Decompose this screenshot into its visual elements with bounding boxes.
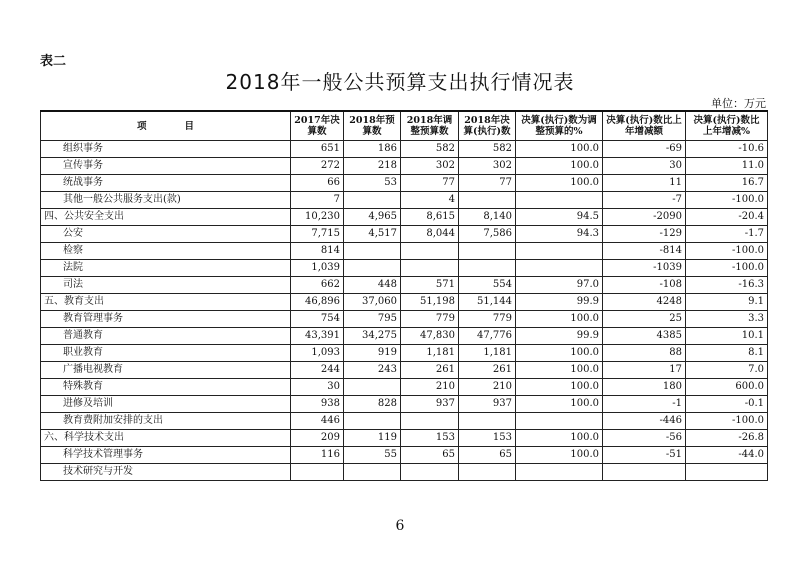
value-cell: 600.0 [686,379,768,396]
table-header-row [41,111,768,141]
value-cell: -69 [603,141,686,158]
value-cell: 100.0 [516,362,603,379]
value-cell: 51,198 [401,294,459,311]
value-cell [401,464,459,481]
value-cell: 937 [459,396,516,413]
value-cell: 88 [603,345,686,362]
expenditure-table [40,110,768,481]
item-name-cell: 法院 [41,260,291,277]
table-row [41,260,768,277]
value-cell [401,260,459,277]
value-cell: -0.1 [686,396,768,413]
value-cell: 94.5 [516,209,603,226]
value-cell: 261 [459,362,516,379]
value-cell [401,243,459,260]
value-cell: 779 [459,311,516,328]
value-cell: -16.3 [686,277,768,294]
value-cell: 662 [291,277,344,294]
table-row [41,209,768,226]
table-row [41,158,768,175]
value-cell: 55 [344,447,401,464]
item-name-cell: 职业教育 [41,345,291,362]
value-cell: -2090 [603,209,686,226]
value-cell [459,413,516,430]
value-cell [344,243,401,260]
value-cell: 779 [401,311,459,328]
value-cell [459,464,516,481]
value-cell: 1,093 [291,345,344,362]
table-row [41,396,768,413]
value-cell [401,413,459,430]
value-cell: 99.9 [516,328,603,345]
value-cell: 153 [459,430,516,447]
item-name-cell: 四、公共安全支出 [41,209,291,226]
value-cell: -814 [603,243,686,260]
value-cell: 30 [291,379,344,396]
value-cell: 1,039 [291,260,344,277]
value-cell [459,260,516,277]
value-cell: 46,896 [291,294,344,311]
table-row [41,464,768,481]
value-cell: 243 [344,362,401,379]
value-cell: 218 [344,158,401,175]
column-header: 2018年调整预算数 [401,111,459,141]
value-cell: 10.1 [686,328,768,345]
table-body [41,141,768,481]
value-cell: -129 [603,226,686,243]
value-cell: 272 [291,158,344,175]
value-cell: 244 [291,362,344,379]
value-cell: 754 [291,311,344,328]
value-cell: -7 [603,192,686,209]
table-row [41,277,768,294]
value-cell: -1 [603,396,686,413]
table-row [41,311,768,328]
item-name-cell: 宣传事务 [41,158,291,175]
value-cell: 100.0 [516,175,603,192]
item-name-cell: 公安 [41,226,291,243]
value-cell: 100.0 [516,447,603,464]
value-cell: 47,776 [459,328,516,345]
column-header: 决算(执行)数比上年增减额 [603,111,686,141]
value-cell: 94.3 [516,226,603,243]
item-name-cell: 组织事务 [41,141,291,158]
value-cell: 582 [401,141,459,158]
item-name-cell: 普通教育 [41,328,291,345]
value-cell: 938 [291,396,344,413]
value-cell: 77 [401,175,459,192]
value-cell: 47,830 [401,328,459,345]
value-cell: -100.0 [686,413,768,430]
value-cell: 582 [459,141,516,158]
value-cell: 10,230 [291,209,344,226]
value-cell: 180 [603,379,686,396]
value-cell: -100.0 [686,260,768,277]
value-cell: 814 [291,243,344,260]
value-cell: 3.3 [686,311,768,328]
value-cell: 571 [401,277,459,294]
value-cell: 43,391 [291,328,344,345]
item-name-cell: 检察 [41,243,291,260]
value-cell: 8.1 [686,345,768,362]
value-cell: 37,060 [344,294,401,311]
table-row [41,345,768,362]
column-header: 决算(执行)数比上年增减% [686,111,768,141]
value-cell: -10.6 [686,141,768,158]
table-label: 表二 [40,54,67,69]
value-cell: 302 [401,158,459,175]
item-name-cell: 特殊教育 [41,379,291,396]
value-cell [344,413,401,430]
item-name-cell: 司法 [41,277,291,294]
table-row [41,328,768,345]
value-cell: 7,715 [291,226,344,243]
value-cell: -56 [603,430,686,447]
item-name-cell: 技术研究与开发 [41,464,291,481]
value-cell: 77 [459,175,516,192]
value-cell: 34,275 [344,328,401,345]
value-cell: 9.1 [686,294,768,311]
table-row [41,362,768,379]
value-cell: -100.0 [686,243,768,260]
value-cell: 554 [459,277,516,294]
table-row [41,413,768,430]
value-cell: -1039 [603,260,686,277]
item-name-cell: 进修及培训 [41,396,291,413]
value-cell: 53 [344,175,401,192]
value-cell: 116 [291,447,344,464]
value-cell: 16.7 [686,175,768,192]
value-cell: -1.7 [686,226,768,243]
value-cell: 100.0 [516,141,603,158]
value-cell: 97.0 [516,277,603,294]
table-row [41,243,768,260]
value-cell: -51 [603,447,686,464]
value-cell: 651 [291,141,344,158]
value-cell: 8,615 [401,209,459,226]
value-cell [459,192,516,209]
value-cell: 261 [401,362,459,379]
value-cell: 4,517 [344,226,401,243]
value-cell [344,192,401,209]
value-cell [344,260,401,277]
item-name-cell: 教育费附加安排的支出 [41,413,291,430]
value-cell [291,464,344,481]
value-cell: 100.0 [516,345,603,362]
value-cell: -44.0 [686,447,768,464]
item-name-cell: 其他一般公共服务支出(款) [41,192,291,209]
column-header: 2017年决算数 [291,111,344,141]
value-cell: 919 [344,345,401,362]
value-cell [344,464,401,481]
value-cell: 4385 [603,328,686,345]
table-row [41,141,768,158]
value-cell: 30 [603,158,686,175]
page-number: 6 [395,518,405,534]
value-cell: 1,181 [401,345,459,362]
value-cell: 7,586 [459,226,516,243]
value-cell: 25 [603,311,686,328]
value-cell: 937 [401,396,459,413]
value-cell [344,379,401,396]
value-cell: 51,144 [459,294,516,311]
value-cell: -26.8 [686,430,768,447]
value-cell: 99.9 [516,294,603,311]
value-cell: 66 [291,175,344,192]
value-cell [516,413,603,430]
value-cell: 302 [459,158,516,175]
column-header: 2018年预算数 [344,111,401,141]
value-cell [516,243,603,260]
value-cell: 795 [344,311,401,328]
value-cell: 100.0 [516,396,603,413]
column-header: 2018年决算(执行)数 [459,111,516,141]
value-cell: 828 [344,396,401,413]
value-cell: -20.4 [686,209,768,226]
value-cell: 210 [401,379,459,396]
value-cell: -100.0 [686,192,768,209]
table-row [41,294,768,311]
value-cell: 186 [344,141,401,158]
item-name-cell: 五、教育支出 [41,294,291,311]
value-cell: 65 [459,447,516,464]
value-cell [603,464,686,481]
value-cell: 11.0 [686,158,768,175]
value-cell: 119 [344,430,401,447]
table-row [41,379,768,396]
value-cell: -446 [603,413,686,430]
table-row [41,192,768,209]
value-cell: 4 [401,192,459,209]
value-cell [516,464,603,481]
value-cell: 100.0 [516,158,603,175]
column-header: 决算(执行)数为调整预算的% [516,111,603,141]
item-name-cell: 教育管理事务 [41,311,291,328]
value-cell: 8,044 [401,226,459,243]
value-cell: -108 [603,277,686,294]
value-cell: 4,965 [344,209,401,226]
table-row [41,226,768,243]
value-cell: 65 [401,447,459,464]
value-cell [459,243,516,260]
item-name-cell: 统战事务 [41,175,291,192]
value-cell: 448 [344,277,401,294]
page-title: 2018年一般公共预算支出执行情况表 [225,70,575,94]
value-cell: 446 [291,413,344,430]
value-cell: 1,181 [459,345,516,362]
table-row [41,175,768,192]
value-cell: 11 [603,175,686,192]
value-cell [516,192,603,209]
value-cell: 209 [291,430,344,447]
value-cell: 100.0 [516,379,603,396]
value-cell: 4248 [603,294,686,311]
value-cell: 153 [401,430,459,447]
item-name-cell: 科学技术管理事务 [41,447,291,464]
table-row [41,430,768,447]
item-name-cell: 六、科学技术支出 [41,430,291,447]
unit-note: 单位：万元 [711,97,766,110]
value-cell: 100.0 [516,430,603,447]
value-cell [516,260,603,277]
value-cell: 210 [459,379,516,396]
column-header: 项 目 [41,111,291,141]
value-cell: 100.0 [516,311,603,328]
value-cell: 7.0 [686,362,768,379]
table-row [41,447,768,464]
value-cell [686,464,768,481]
value-cell: 8,140 [459,209,516,226]
value-cell: 17 [603,362,686,379]
value-cell: 7 [291,192,344,209]
item-name-cell: 广播电视教育 [41,362,291,379]
